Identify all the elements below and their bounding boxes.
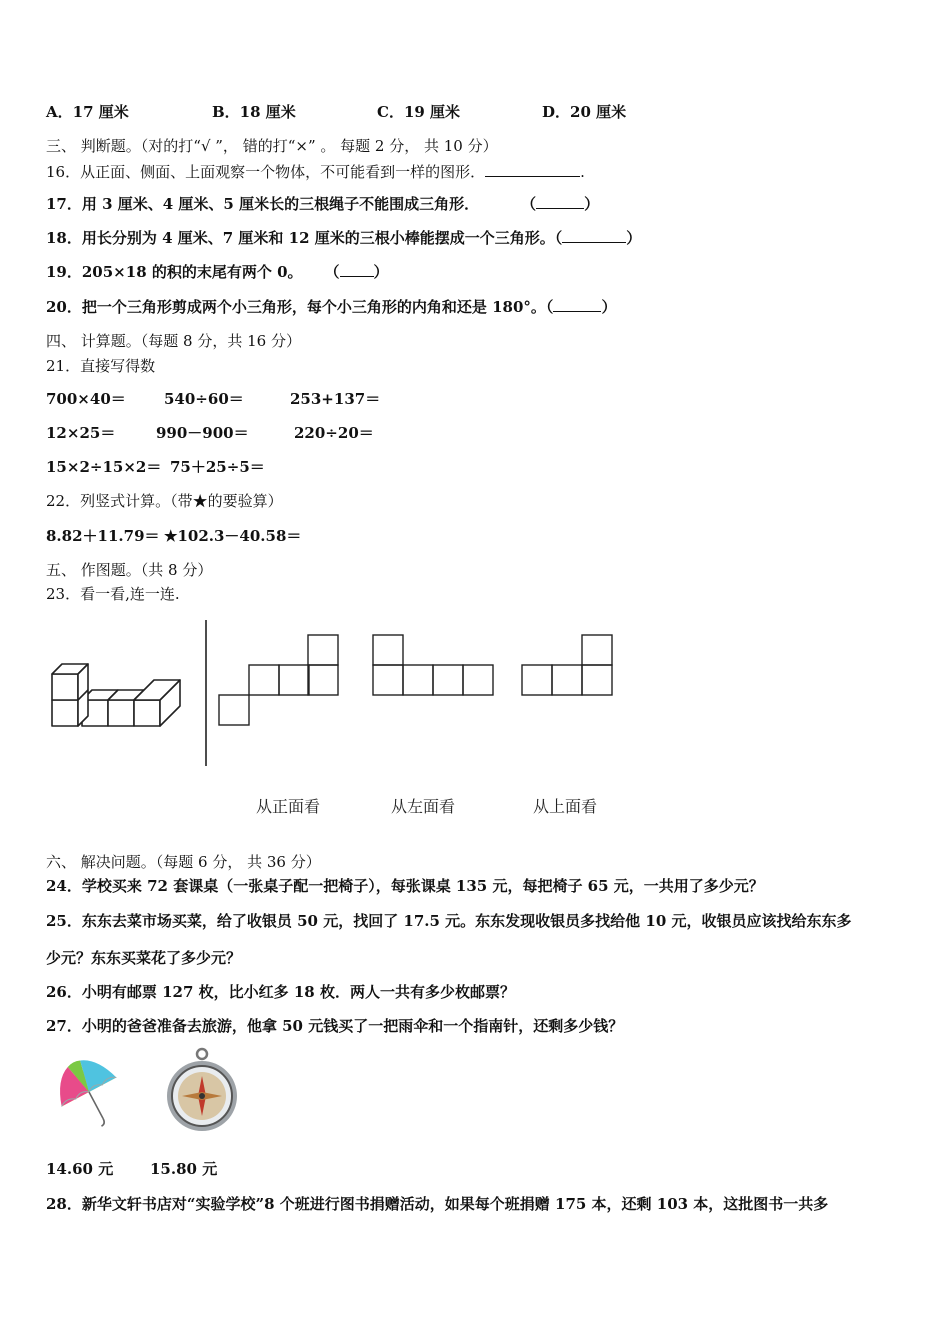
- option-d: D．20 厘米: [542, 103, 627, 121]
- calc-item: 990－900＝: [156, 424, 249, 442]
- label-top-view: 从上面看: [533, 797, 598, 816]
- question-20-text: 20．把一个三角形剪成两个小三角形，每个小三角形的内角和还是 180°。: [46, 298, 546, 316]
- question-16: [46, 162, 585, 182]
- question-17-text: 17．用 3 厘米、4 厘米、5 厘米长的三根绳子不能围成三角形．: [46, 195, 480, 213]
- answer-blank: [553, 297, 601, 312]
- answer-blank: [562, 228, 626, 243]
- option-a: A．17 厘米: [46, 103, 129, 121]
- question-18-text: 18．用长分别为 4 厘米、7 厘米和 12 厘米的三根小棒能摆成一个三角形。: [46, 229, 555, 247]
- vertical-calc-item: 8.82＋11.79＝: [46, 527, 160, 545]
- question-23-title: 23．看一看,连一连.: [46, 585, 180, 603]
- paren-open: （: [521, 195, 537, 213]
- section-3-header: 三、 判断题。（对的打“√ ”， 错的打“×” 。 每题 2 分， 共 10 分）: [46, 137, 498, 155]
- question-22-title: 22．列竖式计算。（带★的要验算）: [46, 492, 283, 510]
- answer-blank: [485, 162, 580, 177]
- question-19-text: 19．205×18 的积的末尾有两个 0。: [46, 263, 303, 281]
- answer-blank: [536, 194, 584, 209]
- paren-close: ）: [626, 229, 642, 247]
- compass-icon: [164, 1048, 240, 1136]
- section-6-header: 六、 解决问题。（每题 6 分， 共 36 分）: [46, 853, 321, 871]
- question-16-text: 16．从正面、侧面、上面观察一个物体，不可能看到一样的图形．: [46, 163, 486, 181]
- view-shape-staircase: [218, 634, 342, 728]
- calc-item: 253+137＝: [290, 390, 381, 408]
- question-24: 24．学校买来 72 套课桌（一张桌子配一把椅子），每张课桌 135 元，每把椅子 65 元，一共用了多少元？: [46, 877, 764, 895]
- question-26: 26．小明有邮票 127 枚，比小红多 18 枚．两人一共有多少枚邮票？: [46, 983, 515, 1001]
- divider-line: [204, 620, 208, 766]
- calc-item: 220÷20＝: [294, 424, 374, 442]
- question-25-line2: 少元？东东买菜花了多少元？: [46, 949, 242, 967]
- paren-close: ）: [584, 195, 600, 213]
- calc-item: 15×2÷15×2＝: [46, 458, 162, 476]
- paren-open: （: [324, 263, 340, 281]
- vertical-calc-item: ★102.3－40.58＝: [164, 527, 302, 545]
- paren-open: （: [545, 298, 554, 316]
- question-27: 27．小明的爸爸准备去旅游，他拿 50 元钱买了一把雨伞和一个指南针，还剩多少钱？: [46, 1017, 624, 1035]
- question-19: [46, 262, 389, 282]
- view-shape-right-tall: [521, 634, 615, 698]
- umbrella-icon: [52, 1052, 126, 1132]
- price-compass: 15.80 元: [150, 1160, 218, 1178]
- calc-item: 12×25＝: [46, 424, 116, 442]
- option-c: C．19 厘米: [377, 103, 461, 121]
- calc-item: 700×40＝: [46, 390, 126, 408]
- paren-open: （: [554, 229, 563, 247]
- label-front-view: 从正面看: [256, 797, 321, 816]
- section-5-header: 五、 作图题。（共 8 分）: [46, 561, 213, 579]
- option-b: B．18 厘米: [212, 103, 296, 121]
- answer-blank: [340, 262, 374, 277]
- question-28: 28．新华文轩书店对“实验学校”8 个班进行图书捐赠活动，如果每个班捐赠 175 本，还剩 103 本，这批图书一共多: [46, 1195, 829, 1213]
- paren-close: ）: [601, 298, 617, 316]
- question-20: [46, 297, 616, 317]
- view-shape-left-tall: [372, 634, 498, 698]
- question-16-tail: .: [580, 163, 585, 181]
- cube-solid-figure: [48, 660, 188, 732]
- question-25-line1: 25．东东去菜市场买菜，给了收银员 50 元，找回了 17.5 元。东东发现收银员多找给他 10 元，收银员应该找给东东多: [46, 912, 852, 930]
- section-4-header: 四、 计算题。（每题 8 分，共 16 分）: [46, 332, 301, 350]
- price-umbrella: 14.60 元: [46, 1160, 114, 1178]
- calc-item: 540÷60＝: [164, 390, 244, 408]
- calc-item: 75＋25÷5＝: [170, 458, 265, 476]
- paren-close: ）: [373, 263, 389, 281]
- question-18: [46, 228, 641, 248]
- question-17: [46, 194, 599, 214]
- question-21-title: 21．直接写得数: [46, 357, 156, 375]
- label-left-view: 从左面看: [391, 797, 456, 816]
